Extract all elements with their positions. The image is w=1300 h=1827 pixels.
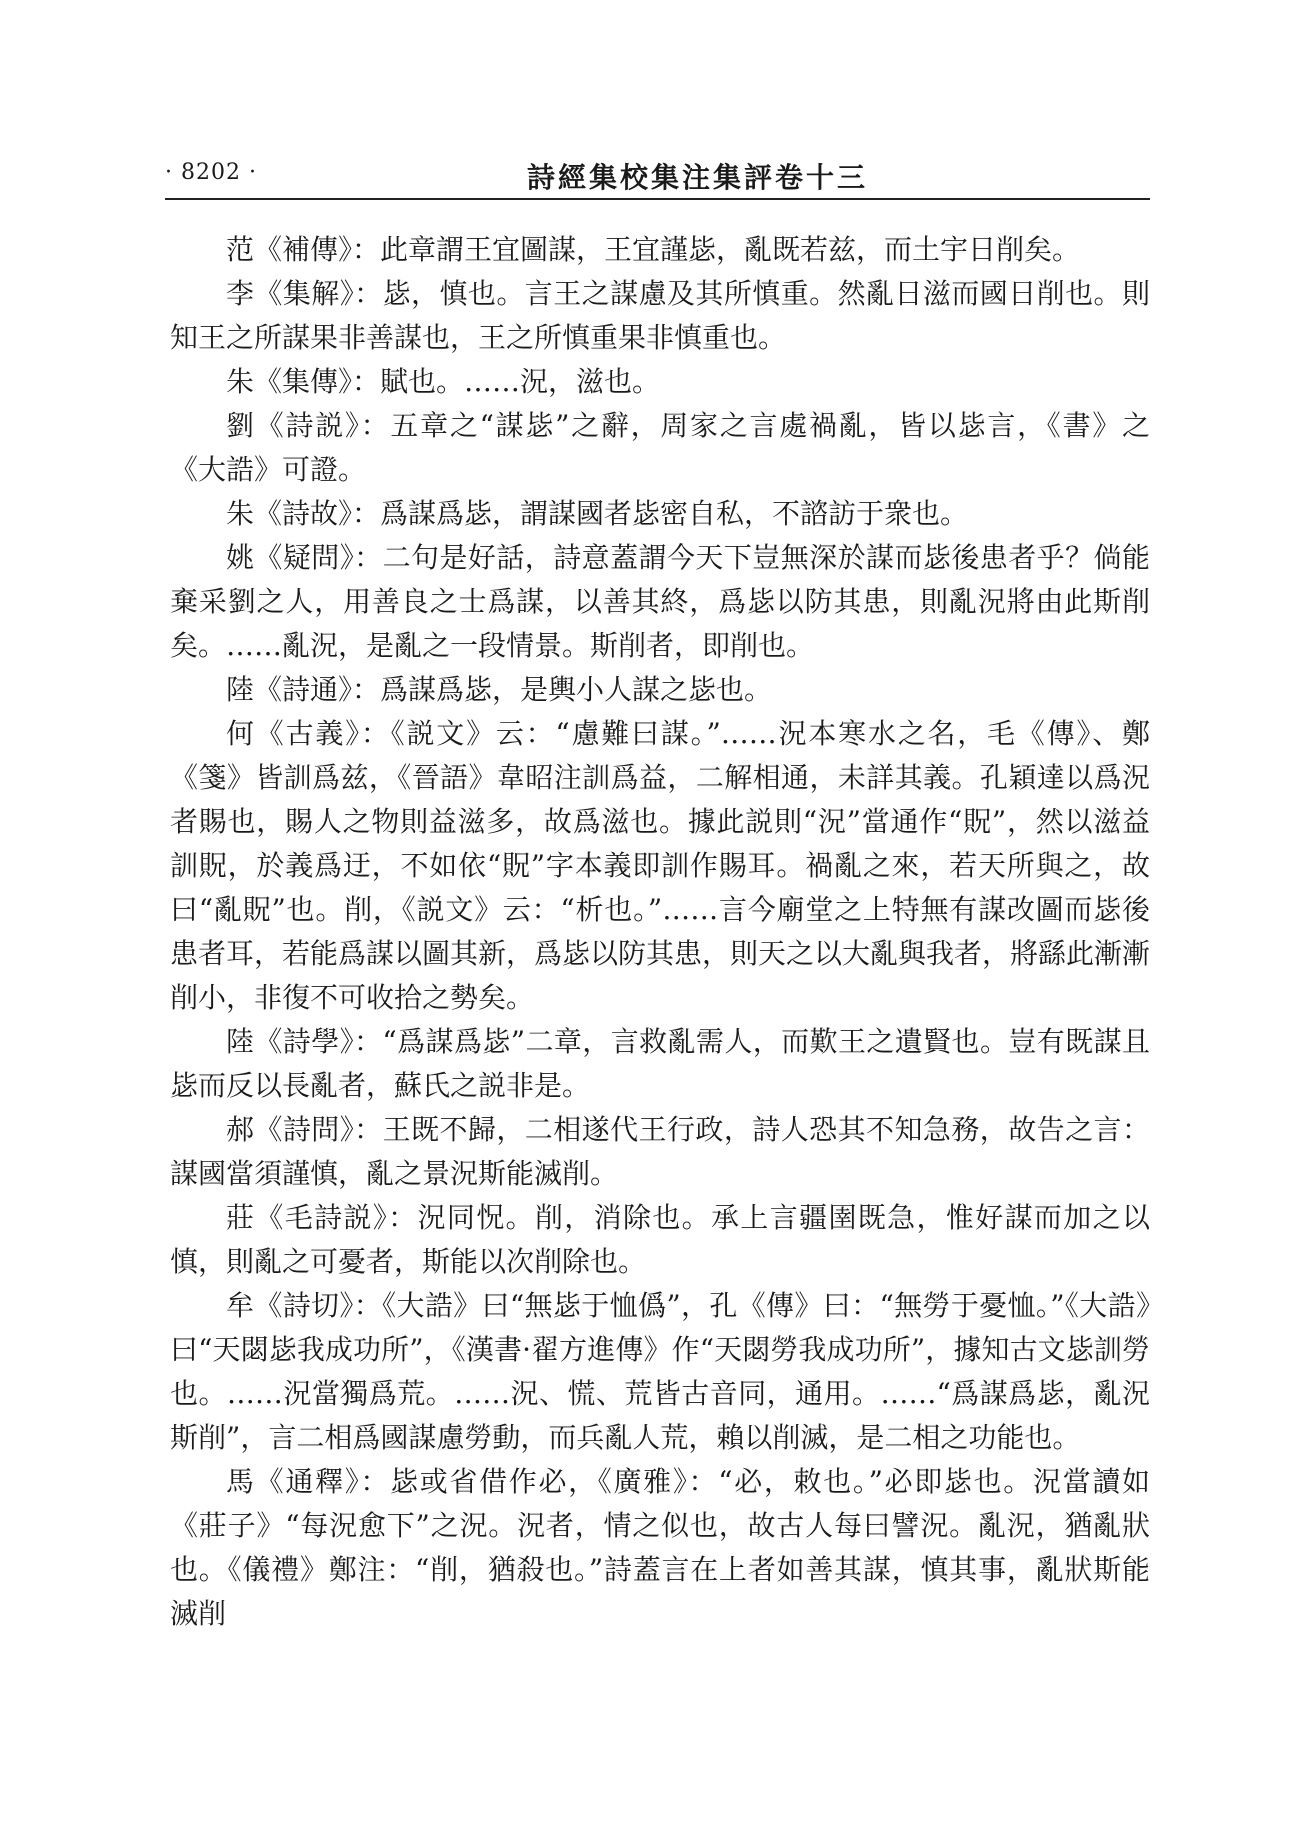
page-number: · 8202 · (165, 160, 257, 185)
commentary-paragraph: 莊《毛詩説》：況同怳。削，消除也。承上言疆圉既急，惟好謀而加之以慎，則亂之可憂者，斯能以次削除也。 (170, 1201, 1150, 1278)
commentary-paragraph: 李《集解》：毖，慎也。言王之謀慮及其所慎重。然亂日滋而國日削也。則知王之所謀果非善謀也，王之所慎重果非慎重也。 (170, 277, 1150, 354)
commentary-paragraph: 劉《詩説》：五章之“謀毖”之辭，周家之言處禍亂，皆以毖言，《書》之《大誥》可證。 (170, 409, 1150, 486)
commentary-paragraph: 陸《詩學》：“爲謀爲毖”二章，言救亂需人，而歎王之遺賢也。豈有既謀且毖而反以長亂者，蘇氏之説非是。 (170, 1025, 1150, 1102)
commentary-paragraph: 郝《詩問》：王既不歸，二相遂代王行政，詩人恐其不知急務，故告之言：謀國當須謹慎，亂之景況斯能滅削。 (170, 1113, 1150, 1190)
commentary-paragraph: 何《古義》：《説文》云：“慮難曰謀。”……況本寒水之名，毛《傳》、鄭《箋》皆訓爲兹，《晉語》韋昭注訓爲益，二解相通，未詳其義。孔穎達以爲況者賜也，賜人之物則益滋多，故爲滋也。據此説則“況”當通作“貺”，然以滋益訓貺，於義爲迂，不如依“貺”字本義即訓作賜耳。禍亂之來，若天所與之，故曰“亂貺”也。削，《説文》云：“析也。”……言今廟堂之上特無有謀改圖而毖後患者耳，若能爲謀以圖其新，爲毖以防其患，則天之以大亂與我者，將繇此漸漸削小，非復不可收拾之勢矣。 (170, 717, 1151, 1014)
running-title: 詩經集校集注集評卷十三 (527, 161, 869, 194)
commentary-paragraph: 牟《詩切》：《大誥》曰“無毖于恤僞”，孔《傳》曰：“無勞于憂恤。”《大誥》曰“天閟毖我成功所”，《漢書·翟方進傳》作“天閟勞我成功所”，據知古文毖訓勞也。……況當獨爲荒。……況、慌、荒皆古音同，通用。……“爲謀爲毖，亂況斯削”，言二相爲國謀慮勞動，而兵亂人荒，賴以削滅，是二相之功能也。 (170, 1289, 1150, 1454)
commentary-paragraph: 朱《集傳》：賦也。……況，滋也。 (226, 365, 661, 398)
page-header (165, 150, 1150, 198)
commentary-paragraph: 馬《通釋》：毖或省借作必，《廣雅》：“必，敕也。”必即毖也。況當讀如《莊子》“每況愈下”之況。況者，情之似也，故古人每曰譬況。亂況，猶亂狀也。《儀禮》鄭注：“削，猶殺也。”詩蓋言在上者如善其謀，慎其事，亂狀斯能滅削 (170, 1465, 1150, 1630)
commentary-paragraph: 朱《詩故》：爲謀爲毖，謂謀國者毖密自私，不諮訪于衆也。 (226, 497, 969, 530)
commentary-paragraph: 陸《詩通》：爲謀爲毖，是輿小人謀之毖也。 (226, 673, 773, 706)
commentary-paragraph: 姚《疑問》：二句是好話，詩意蓋謂今天下豈無深於謀而毖後患者乎？倘能棄采劉之人，用善良之士爲謀，以善其終，爲毖以防其患，則亂況將由此斯削矣。……亂況，是亂之一段情景。斯削者，即削也。 (170, 541, 1150, 662)
commentary-paragraph: 范《補傳》：此章謂王宜圖謀，王宜謹毖，亂既若兹，而土宇日削矣。 (226, 233, 1081, 266)
page-body (170, 228, 1150, 1636)
header-rule (165, 198, 1150, 200)
